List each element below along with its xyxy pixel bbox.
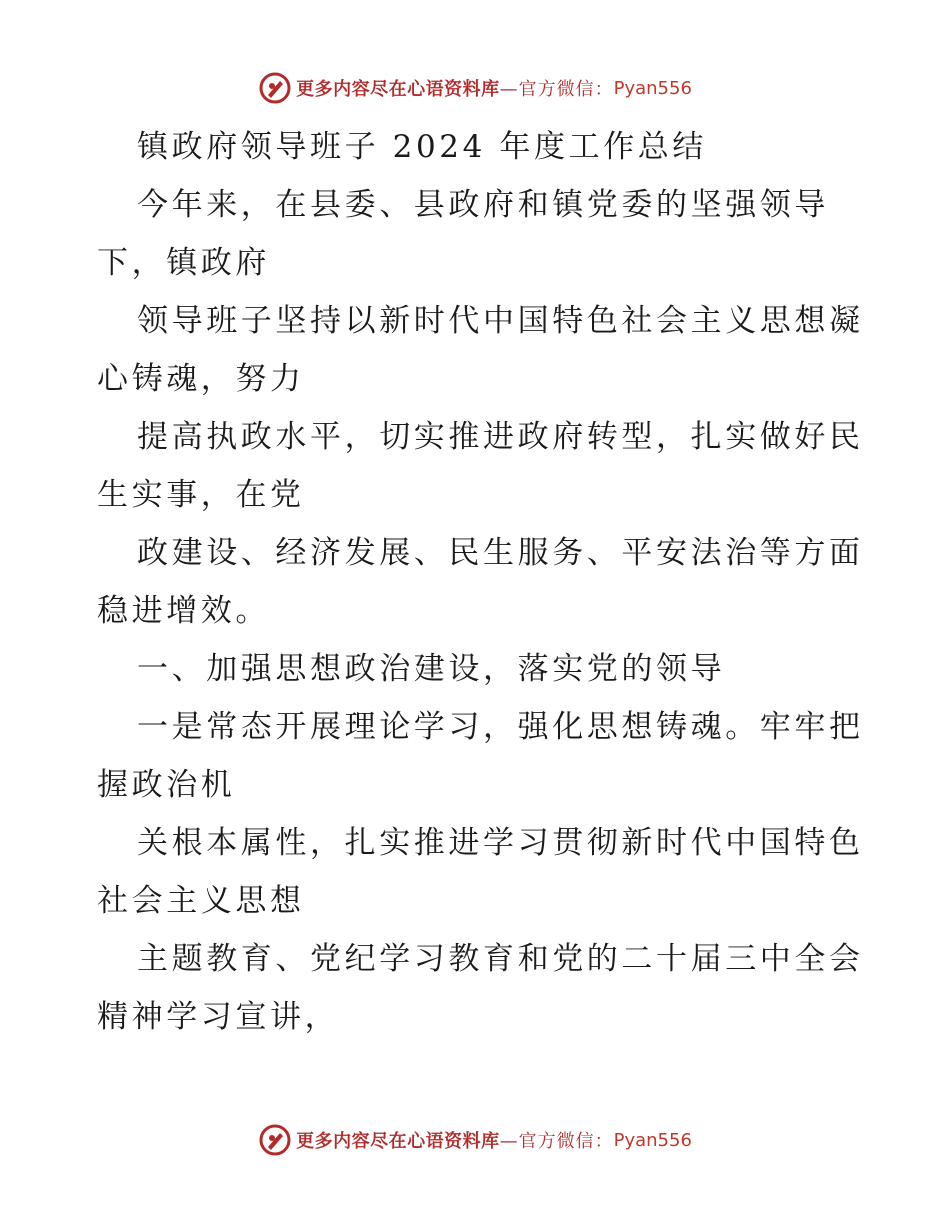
- watermark-banner-top: [0, 68, 950, 108]
- watermark-promo-text: 更多内容尽在心语资料库: [296, 79, 500, 100]
- watermark-official-text: —官方微信：: [499, 1131, 614, 1152]
- brand-logo-icon: [258, 71, 292, 105]
- watermark-official-text: —官方微信：: [499, 79, 614, 100]
- paragraph-line: 精神学习宣讲，: [97, 999, 340, 1035]
- paragraph-line: 一是常态开展理论学习，强化思想铸魂。牢牢把: [137, 709, 864, 745]
- paragraph-line: 心铸魂，努力: [97, 361, 305, 397]
- watermark-account-text: Pyan556: [613, 1129, 692, 1151]
- paragraph-line: 政建设、经济发展、民生服务、平安法治等方面: [137, 535, 864, 571]
- watermark-promo-text: 更多内容尽在心语资料库: [296, 1131, 500, 1152]
- document-title: 镇政府领导班子 2024 年度工作总结: [137, 129, 707, 165]
- watermark-account-text: Pyan556: [613, 77, 692, 99]
- paragraph-line: 主题教育、党纪学习教育和党的二十届三中全会: [137, 941, 864, 977]
- paragraph-line: 下，镇政府: [97, 245, 270, 281]
- brand-logo-icon: [258, 1123, 292, 1157]
- paragraph-line: 稳进增效。: [97, 593, 270, 629]
- paragraph-line: 握政治机: [97, 767, 236, 803]
- paragraph-line: 提高执政水平，切实推进政府转型，扎实做好民: [137, 419, 864, 455]
- paragraph-line: 生实事，在党: [97, 477, 305, 513]
- section-heading: 一、加强思想政治建设，落实党的领导: [137, 651, 726, 687]
- watermark-banner-bottom: [0, 1120, 950, 1160]
- paragraph-line: 社会主义思想: [97, 883, 305, 919]
- paragraph-line: 关根本属性，扎实推进学习贯彻新时代中国特色: [137, 825, 864, 861]
- paragraph-line: 今年来，在县委、县政府和镇党委的坚强领导: [137, 187, 829, 223]
- paragraph-line: 领导班子坚持以新时代中国特色社会主义思想凝: [137, 303, 864, 339]
